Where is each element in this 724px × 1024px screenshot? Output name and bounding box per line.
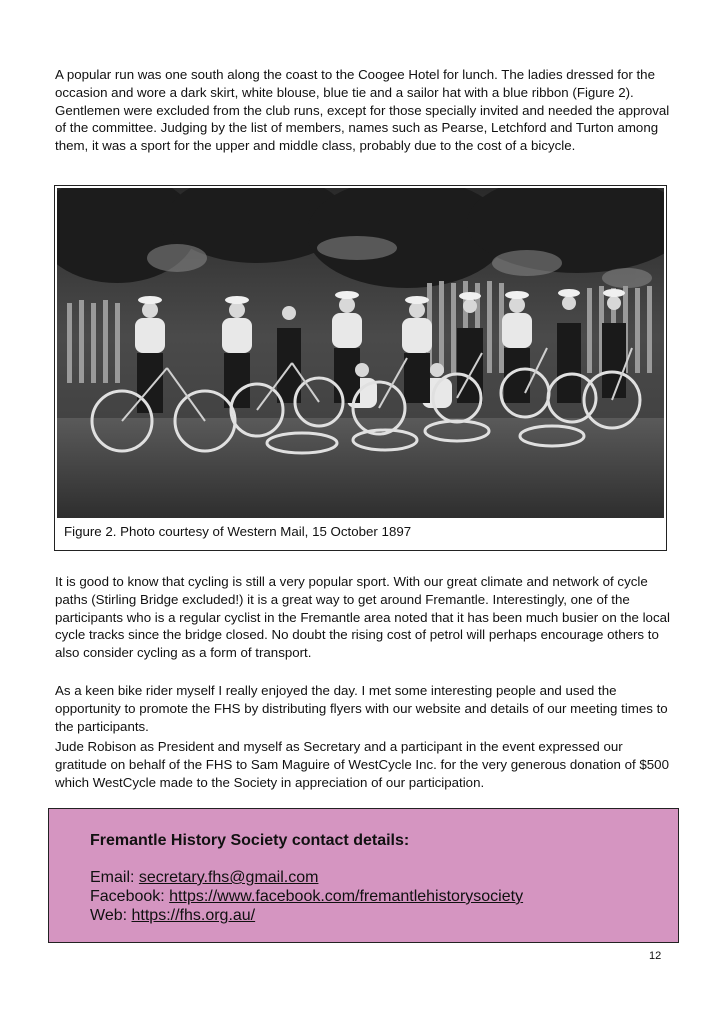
page-number: 12 [649, 950, 662, 962]
contact-details-box [48, 808, 679, 943]
facebook-link[interactable]: https://www.facebook.com/fremantlehistorysociety [169, 888, 524, 905]
email-label: Email: [90, 869, 139, 886]
web-link[interactable]: https://fhs.org.au/ [131, 907, 256, 924]
paragraph-coogee-run: A popular run was one south along the coast to the Coogee Hotel for lunch. The ladies dressed for the occasion and wore a dark skirt, white blouse, blue tie and a sailor hat with a blue ribbon (Figure 2). Gentlemen were excluded from the club runs, except for those specially invited and needed the approval of the committee. Judging by the list of members, names such as Pearse, Letchford and Turton among them, it was a sport for the upper and middle class, probably due to the cost of a bicycle. [55, 67, 670, 154]
paragraph-donation: Jude Robison as President and myself as Secretary and a participant in the event expressed our gratitude on behalf of the FHS to Sam Maguire of WestCycle Inc. for the very generous donation of $500 which WestCycle made to the Society in appreciation of our participation. [55, 739, 669, 790]
contact-facebook-line [90, 887, 523, 906]
contact-web-line [90, 906, 255, 925]
contact-title: Fremantle History Society contact details: [90, 832, 410, 849]
contact-email-line [90, 868, 318, 887]
figure-caption: Figure 2. Photo courtesy of Western Mail, 15 October 1897 [64, 524, 412, 539]
historic-cyclists-photo [57, 188, 664, 518]
paragraph-cycling-today: It is good to know that cycling is still a very popular sport. With our great climate and network of cycle paths (Stirling Bridge excluded!) it is a great way to get around Fremantle. Interestingly, one of the participants who is a regular cyclist in the Fremantle area noted that it has been much busier on the local cycle tracks since the bridge closed. No doubt the rising cost of petrol will perhaps encourage others to also consider cycling as a form of transport. [55, 574, 670, 661]
email-link[interactable]: secretary.fhs@gmail.com [138, 869, 319, 886]
facebook-label: Facebook: [90, 888, 170, 905]
paragraph-bike-rider: As a keen bike rider myself I really enjoyed the day. I met some interesting people and used the opportunity to promote the FHS by distributing flyers with our website and details of our meeting times to the participants. [55, 683, 668, 734]
figure-2 [54, 185, 667, 551]
web-label: Web: [90, 907, 132, 924]
